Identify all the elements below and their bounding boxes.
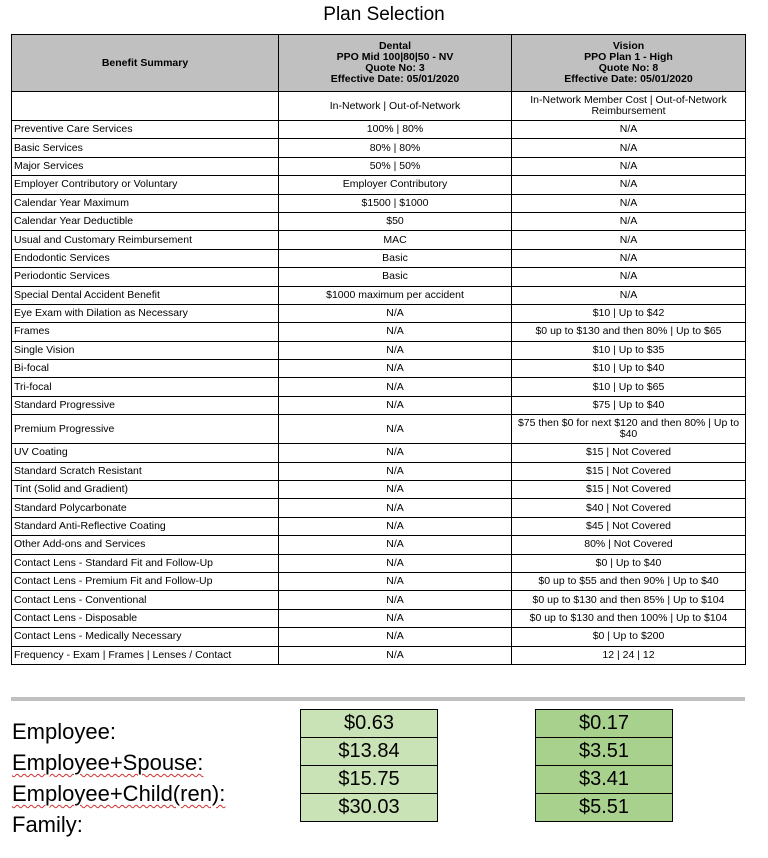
vision-value-cell: $10 | Up to $65 — [512, 378, 746, 396]
dental-value-cell: MAC — [279, 231, 512, 249]
table-row — [12, 323, 746, 341]
benefit-cell: Eye Exam with Dilation as Necessary — [12, 304, 279, 322]
table-row — [12, 444, 746, 462]
benefit-cell: Preventive Care Services — [12, 121, 279, 139]
table-header-row — [12, 35, 746, 92]
table-row — [12, 176, 746, 194]
table-row — [12, 212, 746, 230]
page-title: Plan Selection — [323, 4, 445, 25]
table-row — [12, 121, 746, 139]
tier-label-employee-spouse: Employee+Spouse: — [12, 750, 204, 775]
benefit-cell: Bi-focal — [12, 360, 279, 378]
vision-value-cell: N/A — [512, 286, 746, 304]
dental-plan-header — [279, 35, 512, 92]
vision-rate-family: $5.51 — [536, 794, 673, 822]
dental-value-cell: 80% | 80% — [279, 139, 512, 157]
benefit-cell: Periodontic Services — [12, 268, 279, 286]
dental-value-cell: N/A — [279, 444, 512, 462]
dental-value-cell: N/A — [279, 323, 512, 341]
vision-value-cell: $15 | Not Covered — [512, 481, 746, 499]
dental-header-line: Dental — [378, 40, 412, 52]
vision-value-cell: $10 | Up to $35 — [512, 341, 746, 359]
vision-value-cell: $15 | Not Covered — [512, 444, 746, 462]
table-row — [12, 396, 746, 414]
dental-value-cell: N/A — [279, 499, 512, 517]
vision-value-cell: $75 then $0 for next $120 and then 80% | Up to $40 — [512, 415, 746, 444]
dental-rate-employee-spouse: $13.84 — [301, 738, 438, 766]
table-row — [12, 286, 746, 304]
dental-value-cell: 50% | 50% — [279, 157, 512, 175]
vision-value-cell: $15 | Not Covered — [512, 462, 746, 480]
dental-value-cell: N/A — [279, 517, 512, 535]
vision-value-cell: N/A — [512, 176, 746, 194]
table-row — [12, 628, 746, 646]
dental-rate-employee-children: $15.75 — [301, 766, 438, 794]
vision-value-cell: 12 | 24 | 12 — [512, 646, 746, 664]
dental-value-cell: N/A — [279, 378, 512, 396]
benefit-summary-header: Benefit Summary — [12, 35, 279, 92]
table-row — [12, 572, 746, 590]
dental-value-cell: $50 — [279, 212, 512, 230]
table-row — [12, 415, 746, 444]
vision-value-cell: $0 up to $130 and then 85% | Up to $104 — [512, 591, 746, 609]
benefit-cell: Frames — [12, 323, 279, 341]
dental-value-cell: N/A — [279, 481, 512, 499]
vision-header-line: Effective Date: 05/01/2020 — [564, 73, 693, 85]
vision-value-cell: N/A — [512, 212, 746, 230]
dental-value-cell: N/A — [279, 554, 512, 572]
benefit-cell: Standard Anti-Reflective Coating — [12, 517, 279, 535]
vision-value-cell: N/A — [512, 249, 746, 267]
table-row — [12, 646, 746, 664]
benefit-cell: Endodontic Services — [12, 249, 279, 267]
dental-value-cell: $1500 | $1000 — [279, 194, 512, 212]
dental-value-cell: N/A — [279, 628, 512, 646]
benefit-cell: Basic Services — [12, 139, 279, 157]
table-row — [12, 462, 746, 480]
dental-rate-family: $30.03 — [301, 794, 438, 822]
vision-value-cell: $0 | Up to $200 — [512, 628, 746, 646]
vision-value-cell: $10 | Up to $40 — [512, 360, 746, 378]
dental-value-cell: N/A — [279, 341, 512, 359]
vision-value-cell: $75 | Up to $40 — [512, 396, 746, 414]
benefit-cell: Usual and Customary Reimbursement — [12, 231, 279, 249]
table-row — [12, 378, 746, 396]
vision-header-line: Quote No: 8 — [598, 62, 659, 74]
dental-value-cell: $1000 maximum per accident — [279, 286, 512, 304]
network-subheader-row — [12, 92, 746, 121]
tier-label-employee-children: Employee+Child(ren): — [12, 781, 226, 806]
benefit-cell: Contact Lens - Disposable — [12, 609, 279, 627]
benefit-cell: Standard Polycarbonate — [12, 499, 279, 517]
benefit-cell: Contact Lens - Premium Fit and Follow-Up — [12, 572, 279, 590]
vision-plan-header — [512, 35, 746, 92]
dental-header-line: Effective Date: 05/01/2020 — [330, 73, 460, 85]
benefit-cell: Frequency - Exam | Frames | Lenses / Contact — [12, 646, 279, 664]
benefit-summary-table — [11, 34, 746, 665]
dental-value-cell: N/A — [279, 415, 512, 444]
vision-rate-employee: $0.17 — [536, 710, 673, 738]
vision-rates-table — [535, 709, 673, 822]
benefit-cell: Calendar Year Maximum — [12, 194, 279, 212]
dental-header-line: Quote No: 3 — [365, 62, 425, 74]
table-row — [12, 360, 746, 378]
table-row — [12, 341, 746, 359]
vision-value-cell: N/A — [512, 121, 746, 139]
rate-tier-labels — [12, 716, 225, 840]
benefit-cell: Standard Progressive — [12, 396, 279, 414]
benefit-cell: Contact Lens - Medically Necessary — [12, 628, 279, 646]
benefit-cell: Major Services — [12, 157, 279, 175]
benefit-cell: Contact Lens - Conventional — [12, 591, 279, 609]
benefit-cell: UV Coating — [12, 444, 279, 462]
table-row — [12, 139, 746, 157]
vision-rate-employee-children: $3.41 — [536, 766, 673, 794]
dental-value-cell: Employer Contributory — [279, 176, 512, 194]
dental-value-cell: Basic — [279, 268, 512, 286]
table-row — [12, 499, 746, 517]
vision-value-cell: N/A — [512, 157, 746, 175]
table-row — [12, 609, 746, 627]
dental-value-cell: N/A — [279, 591, 512, 609]
vision-header-line: PPO Plan 1 - High — [584, 51, 673, 63]
table-row — [12, 536, 746, 554]
dental-rates-table — [300, 709, 438, 822]
vision-rate-employee-spouse: $3.51 — [536, 738, 673, 766]
vision-value-cell: N/A — [512, 231, 746, 249]
tier-label-employee: Employee: — [12, 719, 116, 744]
dental-value-cell: N/A — [279, 609, 512, 627]
benefit-cell: Calendar Year Deductible — [12, 212, 279, 230]
benefit-cell: Standard Scratch Resistant — [12, 462, 279, 480]
table-row — [12, 304, 746, 322]
tier-label-family: Family: — [12, 812, 83, 837]
table-row — [12, 249, 746, 267]
vision-value-cell: $0 up to $55 and then 90% | Up to $40 — [512, 572, 746, 590]
vision-header-line: Vision — [612, 40, 645, 52]
table-row — [12, 481, 746, 499]
benefit-cell: Tint (Solid and Gradient) — [12, 481, 279, 499]
vision-value-cell: $10 | Up to $42 — [512, 304, 746, 322]
vision-value-cell: $0 | Up to $40 — [512, 554, 746, 572]
dental-value-cell: N/A — [279, 536, 512, 554]
vision-value-cell: 80% | Not Covered — [512, 536, 746, 554]
benefit-cell: Single Vision — [12, 341, 279, 359]
dental-value-cell: N/A — [279, 572, 512, 590]
table-row — [12, 517, 746, 535]
table-row — [12, 157, 746, 175]
dental-value-cell: N/A — [279, 462, 512, 480]
empty-cell — [12, 92, 279, 121]
vision-value-cell: $40 | Not Covered — [512, 499, 746, 517]
dental-network-subheader: In-Network | Out-of-Network — [279, 92, 512, 121]
benefit-cell: Contact Lens - Standard Fit and Follow-Up — [12, 554, 279, 572]
benefit-cell: Premium Progressive — [12, 415, 279, 444]
vision-network-subheader: In-Network Member Cost | Out-of-Network Reimbursement — [512, 92, 746, 121]
vision-value-cell: N/A — [512, 268, 746, 286]
dental-value-cell: N/A — [279, 396, 512, 414]
vision-value-cell: $0 up to $130 and then 80% | Up to $65 — [512, 323, 746, 341]
dental-rate-employee: $0.63 — [301, 710, 438, 738]
benefit-cell: Employer Contributory or Voluntary — [12, 176, 279, 194]
benefit-cell: Other Add-ons and Services — [12, 536, 279, 554]
table-row — [12, 591, 746, 609]
table-row — [12, 231, 746, 249]
dental-value-cell: 100% | 80% — [279, 121, 512, 139]
vision-value-cell: N/A — [512, 194, 746, 212]
dental-header-line: PPO Mid 100|80|50 - NV — [336, 51, 454, 63]
table-row — [12, 554, 746, 572]
vision-value-cell: $0 up to $130 and then 100% | Up to $104 — [512, 609, 746, 627]
table-row — [12, 194, 746, 212]
benefit-cell: Special Dental Accident Benefit — [12, 286, 279, 304]
dental-value-cell: N/A — [279, 646, 512, 664]
table-row — [12, 268, 746, 286]
dental-value-cell: N/A — [279, 304, 512, 322]
dental-value-cell: Basic — [279, 249, 512, 267]
benefit-cell: Tri-focal — [12, 378, 279, 396]
table-bottom-band — [11, 697, 745, 701]
vision-value-cell: N/A — [512, 139, 746, 157]
vision-value-cell: $45 | Not Covered — [512, 517, 746, 535]
dental-value-cell: N/A — [279, 360, 512, 378]
